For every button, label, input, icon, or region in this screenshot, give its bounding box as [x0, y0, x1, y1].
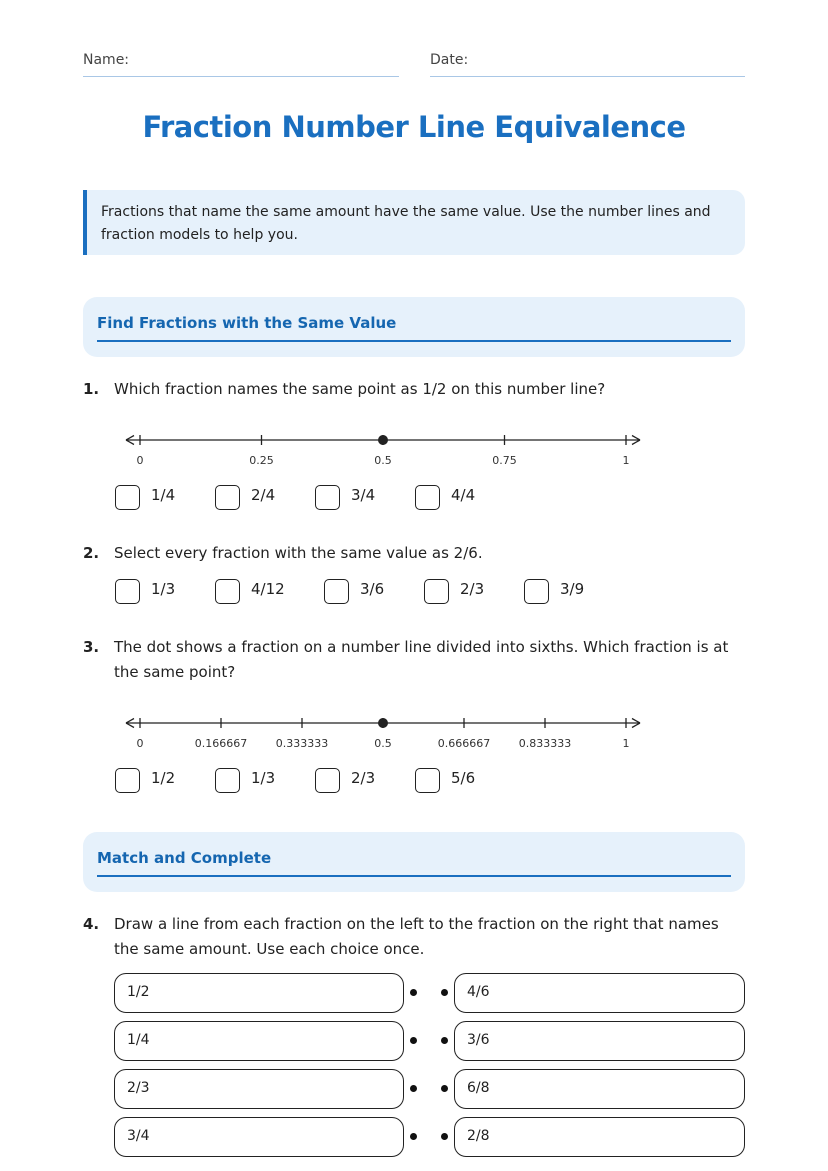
checkbox[interactable]: [415, 485, 440, 510]
match-left-item[interactable]: [114, 1117, 404, 1157]
match-left-dot[interactable]: [410, 989, 417, 996]
question-number: 2.: [83, 544, 100, 562]
option-label: 2/3: [351, 769, 376, 787]
match-left-item[interactable]: [114, 1021, 404, 1061]
intro-text: Fractions that name the same amount have the same value. Use the number lines and fraction models to help you.: [101, 204, 711, 243]
match-right-label: 6/8: [467, 1080, 490, 1096]
name-field[interactable]: [83, 76, 399, 77]
checkbox[interactable]: [315, 768, 340, 793]
match-left-label: 3/4: [127, 1128, 150, 1144]
match-right-item[interactable]: [454, 1021, 745, 1061]
option-label: 2/4: [251, 486, 276, 504]
match-right-dot[interactable]: [441, 1037, 448, 1044]
tick-label: 0.666667: [437, 737, 491, 750]
tick-label: 0: [136, 737, 144, 750]
match-left-dot[interactable]: [410, 1133, 417, 1140]
checkbox[interactable]: [115, 768, 140, 793]
option-label: 4/4: [451, 486, 476, 504]
number-line-point: [378, 435, 388, 445]
tick-label: 0: [136, 454, 144, 467]
tick-label: 0.166667: [194, 737, 248, 750]
checkbox[interactable]: [424, 579, 449, 604]
tick-label: 1: [622, 737, 630, 750]
checkbox[interactable]: [524, 579, 549, 604]
match-left-label: 1/4: [127, 1032, 150, 1048]
checkbox[interactable]: [215, 579, 240, 604]
tick-label: 1: [622, 454, 630, 467]
section-title: Find Fractions with the Same Value: [97, 314, 397, 332]
match-right-dot[interactable]: [441, 989, 448, 996]
question-text: Select every fraction with the same value as 2/6.: [114, 544, 483, 562]
question-number: 4.: [83, 915, 100, 933]
date-label: Date:: [430, 52, 469, 68]
question-text: Which fraction names the same point as 1/2 on this number line?: [114, 380, 606, 398]
option-label: 3/9: [560, 580, 585, 598]
tick-label: 0.833333: [518, 737, 572, 750]
tick-label: 0.333333: [275, 737, 329, 750]
tick-label: 0.5: [374, 737, 392, 750]
match-left-dot[interactable]: [410, 1037, 417, 1044]
match-right-label: 4/6: [467, 984, 490, 1000]
option-label: 2/3: [460, 580, 485, 598]
intro-callout: [83, 190, 745, 255]
option-label: 1/4: [151, 486, 176, 504]
checkbox[interactable]: [315, 485, 340, 510]
tick-label: 0.25: [249, 454, 274, 467]
question-number: 3.: [83, 638, 100, 656]
match-right-dot[interactable]: [441, 1133, 448, 1140]
tick-label: 0.75: [492, 454, 517, 467]
match-right-label: 3/6: [467, 1032, 490, 1048]
date-field[interactable]: [430, 76, 745, 77]
match-left-item[interactable]: [114, 1069, 404, 1109]
checkbox[interactable]: [215, 768, 240, 793]
checkbox[interactable]: [215, 485, 240, 510]
option-label: 1/2: [151, 769, 176, 787]
option-label: 1/3: [151, 580, 176, 598]
number-line-q3: [120, 713, 650, 753]
checkbox[interactable]: [415, 768, 440, 793]
match-left-label: 1/2: [127, 984, 150, 1000]
match-left-item[interactable]: [114, 973, 404, 1013]
tick-label: 0.5: [374, 454, 392, 467]
option-label: 5/6: [451, 769, 476, 787]
option-label: 4/12: [251, 580, 285, 598]
option-label: 3/4: [351, 486, 376, 504]
match-right-label: 2/8: [467, 1128, 490, 1144]
name-label: Name:: [83, 52, 130, 68]
question-text: The dot shows a fraction on a number line divided into sixths. Which fraction is at the same point?: [114, 638, 729, 681]
question-text: Draw a line from each fraction on the left to the fraction on the right that names the same amount. Use each choice once.: [114, 915, 719, 958]
number-line-q1: [120, 430, 650, 470]
option-label: 1/3: [251, 769, 276, 787]
worksheet-title: Fraction Number Line Equivalence: [142, 110, 686, 144]
checkbox[interactable]: [324, 579, 349, 604]
checkbox[interactable]: [115, 579, 140, 604]
section-underline: [97, 340, 731, 342]
section-header-find-fractions: [83, 297, 745, 357]
section-title: Match and Complete: [97, 849, 272, 867]
question-number: 1.: [83, 380, 100, 398]
option-label: 3/6: [360, 580, 385, 598]
section-underline: [97, 875, 731, 877]
number-line-point: [378, 718, 388, 728]
section-header-match-complete: [83, 832, 745, 892]
match-right-dot[interactable]: [441, 1085, 448, 1092]
match-left-label: 2/3: [127, 1080, 150, 1096]
match-right-item[interactable]: [454, 1069, 745, 1109]
checkbox[interactable]: [115, 485, 140, 510]
match-left-dot[interactable]: [410, 1085, 417, 1092]
match-right-item[interactable]: [454, 973, 745, 1013]
match-right-item[interactable]: [454, 1117, 745, 1157]
